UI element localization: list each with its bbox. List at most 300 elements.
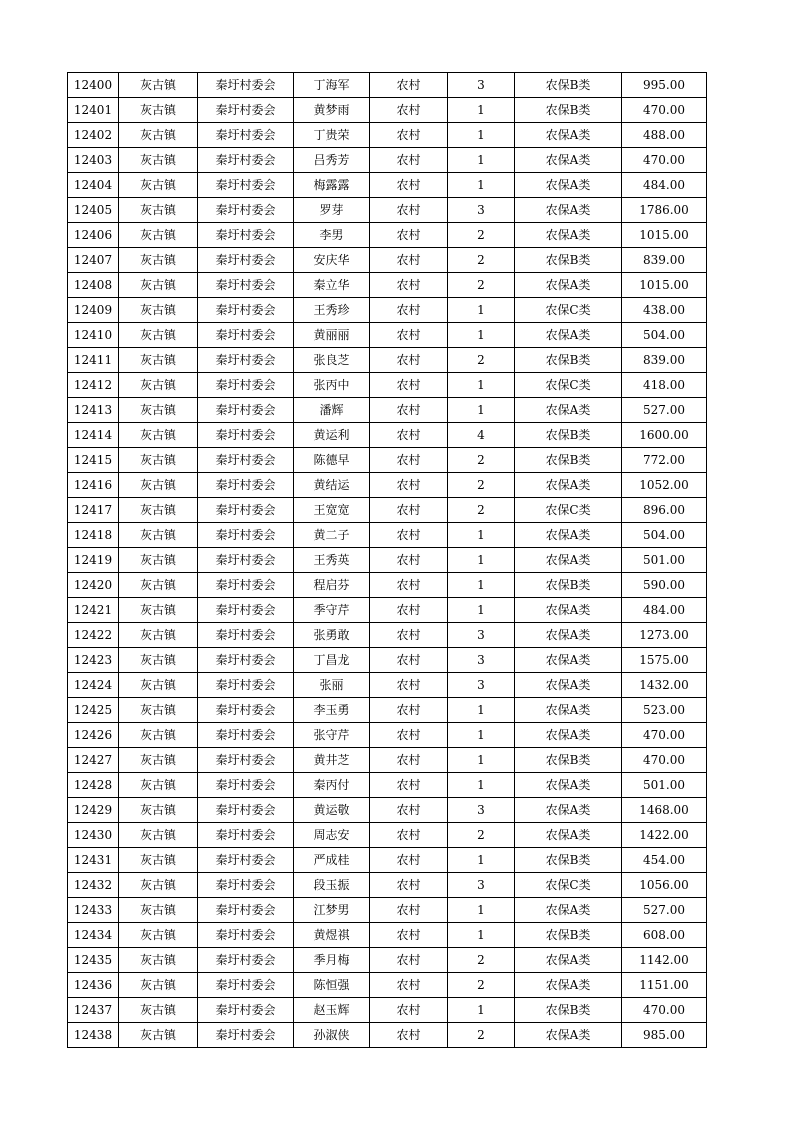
cell-serial: 12415	[68, 448, 119, 473]
cell-serial: 12402	[68, 123, 119, 148]
cell-village: 秦圩村委会	[198, 548, 294, 573]
cell-area: 农村	[370, 673, 448, 698]
cell-amount: 1468.00	[622, 798, 707, 823]
cell-town: 灰古镇	[119, 898, 198, 923]
cell-amount: 985.00	[622, 1023, 707, 1048]
cell-serial: 12421	[68, 598, 119, 623]
table-row	[68, 948, 707, 973]
cell-town: 灰古镇	[119, 723, 198, 748]
cell-name: 张勇敢	[294, 623, 370, 648]
cell-category: 农保B类	[515, 98, 622, 123]
cell-count: 1	[448, 548, 515, 573]
table-row	[68, 648, 707, 673]
cell-amount: 501.00	[622, 548, 707, 573]
cell-amount: 527.00	[622, 898, 707, 923]
cell-serial: 12438	[68, 1023, 119, 1048]
table-row	[68, 598, 707, 623]
table-row	[68, 298, 707, 323]
cell-village: 秦圩村委会	[198, 73, 294, 98]
cell-name: 丁贵荣	[294, 123, 370, 148]
cell-amount: 523.00	[622, 698, 707, 723]
cell-village: 秦圩村委会	[198, 398, 294, 423]
cell-area: 农村	[370, 548, 448, 573]
cell-count: 3	[448, 198, 515, 223]
cell-count: 1	[448, 573, 515, 598]
cell-town: 灰古镇	[119, 273, 198, 298]
table-row	[68, 623, 707, 648]
table-row	[68, 798, 707, 823]
cell-count: 1	[448, 148, 515, 173]
cell-count: 3	[448, 73, 515, 98]
cell-name: 江梦男	[294, 898, 370, 923]
cell-amount: 484.00	[622, 173, 707, 198]
cell-serial: 12436	[68, 973, 119, 998]
cell-amount: 1015.00	[622, 223, 707, 248]
table-row	[68, 998, 707, 1023]
cell-count: 1	[448, 773, 515, 798]
table-row	[68, 973, 707, 998]
cell-serial: 12434	[68, 923, 119, 948]
cell-count: 1	[448, 373, 515, 398]
cell-town: 灰古镇	[119, 673, 198, 698]
cell-village: 秦圩村委会	[198, 773, 294, 798]
cell-area: 农村	[370, 873, 448, 898]
table-row	[68, 123, 707, 148]
cell-amount: 527.00	[622, 398, 707, 423]
cell-name: 秦丙付	[294, 773, 370, 798]
cell-count: 1	[448, 848, 515, 873]
cell-serial: 12425	[68, 698, 119, 723]
table-row	[68, 748, 707, 773]
cell-town: 灰古镇	[119, 523, 198, 548]
cell-category: 农保A类	[515, 773, 622, 798]
cell-village: 秦圩村委会	[198, 123, 294, 148]
cell-category: 农保B类	[515, 73, 622, 98]
cell-village: 秦圩村委会	[198, 173, 294, 198]
cell-category: 农保B类	[515, 448, 622, 473]
cell-area: 农村	[370, 973, 448, 998]
cell-area: 农村	[370, 823, 448, 848]
cell-category: 农保A类	[515, 323, 622, 348]
cell-town: 灰古镇	[119, 348, 198, 373]
cell-category: 农保B类	[515, 248, 622, 273]
cell-area: 农村	[370, 573, 448, 598]
cell-amount: 438.00	[622, 298, 707, 323]
cell-name: 黄丽丽	[294, 323, 370, 348]
cell-name: 赵玉辉	[294, 998, 370, 1023]
cell-count: 3	[448, 873, 515, 898]
cell-serial: 12401	[68, 98, 119, 123]
cell-village: 秦圩村委会	[198, 198, 294, 223]
table-row	[68, 423, 707, 448]
table-row	[68, 273, 707, 298]
table-row	[68, 98, 707, 123]
cell-town: 灰古镇	[119, 498, 198, 523]
cell-category: 农保A类	[515, 223, 622, 248]
cell-area: 农村	[370, 448, 448, 473]
cell-count: 1	[448, 748, 515, 773]
cell-category: 农保A类	[515, 698, 622, 723]
cell-count: 2	[448, 273, 515, 298]
cell-town: 灰古镇	[119, 398, 198, 423]
cell-count: 2	[448, 948, 515, 973]
cell-category: 农保A类	[515, 398, 622, 423]
cell-village: 秦圩村委会	[198, 848, 294, 873]
cell-category: 农保C类	[515, 373, 622, 398]
cell-village: 秦圩村委会	[198, 498, 294, 523]
cell-count: 1	[448, 598, 515, 623]
cell-category: 农保A类	[515, 548, 622, 573]
cell-village: 秦圩村委会	[198, 448, 294, 473]
cell-count: 2	[448, 348, 515, 373]
cell-town: 灰古镇	[119, 73, 198, 98]
cell-name: 黄煜祺	[294, 923, 370, 948]
cell-area: 农村	[370, 898, 448, 923]
cell-count: 2	[448, 498, 515, 523]
cell-name: 丁海军	[294, 73, 370, 98]
cell-amount: 839.00	[622, 348, 707, 373]
cell-village: 秦圩村委会	[198, 98, 294, 123]
cell-category: 农保A类	[515, 198, 622, 223]
cell-serial: 12400	[68, 73, 119, 98]
cell-area: 农村	[370, 698, 448, 723]
cell-amount: 1273.00	[622, 623, 707, 648]
table-row	[68, 248, 707, 273]
cell-village: 秦圩村委会	[198, 748, 294, 773]
cell-serial: 12427	[68, 748, 119, 773]
cell-town: 灰古镇	[119, 698, 198, 723]
table-row	[68, 198, 707, 223]
cell-category: 农保A类	[515, 823, 622, 848]
cell-name: 黄梦雨	[294, 98, 370, 123]
cell-area: 农村	[370, 298, 448, 323]
cell-amount: 1575.00	[622, 648, 707, 673]
cell-amount: 470.00	[622, 748, 707, 773]
cell-count: 2	[448, 1023, 515, 1048]
cell-category: 农保A类	[515, 123, 622, 148]
table-row	[68, 73, 707, 98]
cell-name: 丁昌龙	[294, 648, 370, 673]
cell-serial: 12429	[68, 798, 119, 823]
cell-category: 农保A类	[515, 723, 622, 748]
table-row	[68, 548, 707, 573]
cell-count: 3	[448, 798, 515, 823]
cell-category: 农保A类	[515, 648, 622, 673]
cell-area: 农村	[370, 323, 448, 348]
cell-town: 灰古镇	[119, 773, 198, 798]
cell-village: 秦圩村委会	[198, 598, 294, 623]
cell-name: 黄井芝	[294, 748, 370, 773]
cell-village: 秦圩村委会	[198, 798, 294, 823]
cell-count: 3	[448, 623, 515, 648]
cell-count: 1	[448, 323, 515, 348]
cell-amount: 470.00	[622, 98, 707, 123]
cell-serial: 12418	[68, 523, 119, 548]
table-row	[68, 523, 707, 548]
cell-town: 灰古镇	[119, 198, 198, 223]
cell-category: 农保B类	[515, 923, 622, 948]
cell-serial: 12410	[68, 323, 119, 348]
cell-category: 农保B类	[515, 348, 622, 373]
cell-name: 黄结运	[294, 473, 370, 498]
cell-category: 农保C类	[515, 498, 622, 523]
cell-name: 黄运利	[294, 423, 370, 448]
cell-town: 灰古镇	[119, 848, 198, 873]
cell-name: 张良芝	[294, 348, 370, 373]
cell-area: 农村	[370, 998, 448, 1023]
cell-area: 农村	[370, 123, 448, 148]
cell-category: 农保A类	[515, 623, 622, 648]
cell-category: 农保C类	[515, 873, 622, 898]
cell-town: 灰古镇	[119, 648, 198, 673]
cell-name: 段玉振	[294, 873, 370, 898]
cell-name: 吕秀芳	[294, 148, 370, 173]
cell-area: 农村	[370, 948, 448, 973]
cell-town: 灰古镇	[119, 548, 198, 573]
cell-town: 灰古镇	[119, 923, 198, 948]
cell-amount: 1422.00	[622, 823, 707, 848]
table-row	[68, 173, 707, 198]
cell-serial: 12416	[68, 473, 119, 498]
cell-serial: 12419	[68, 548, 119, 573]
cell-name: 陈德早	[294, 448, 370, 473]
cell-area: 农村	[370, 248, 448, 273]
table-row	[68, 773, 707, 798]
cell-serial: 12406	[68, 223, 119, 248]
cell-serial: 12412	[68, 373, 119, 398]
cell-name: 孙淑侠	[294, 1023, 370, 1048]
table-row	[68, 673, 707, 698]
cell-category: 农保A类	[515, 473, 622, 498]
cell-village: 秦圩村委会	[198, 1023, 294, 1048]
cell-amount: 418.00	[622, 373, 707, 398]
cell-area: 农村	[370, 423, 448, 448]
cell-count: 1	[448, 923, 515, 948]
cell-amount: 501.00	[622, 773, 707, 798]
cell-serial: 12432	[68, 873, 119, 898]
cell-category: 农保B类	[515, 423, 622, 448]
cell-name: 李玉勇	[294, 698, 370, 723]
cell-town: 灰古镇	[119, 748, 198, 773]
cell-town: 灰古镇	[119, 248, 198, 273]
cell-name: 张丽	[294, 673, 370, 698]
cell-town: 灰古镇	[119, 223, 198, 248]
cell-serial: 12409	[68, 298, 119, 323]
table-row	[68, 823, 707, 848]
cell-village: 秦圩村委会	[198, 873, 294, 898]
cell-category: 农保A类	[515, 1023, 622, 1048]
table-row	[68, 1023, 707, 1048]
cell-area: 农村	[370, 748, 448, 773]
cell-village: 秦圩村委会	[198, 348, 294, 373]
cell-serial: 12435	[68, 948, 119, 973]
cell-serial: 12433	[68, 898, 119, 923]
cell-amount: 772.00	[622, 448, 707, 473]
cell-town: 灰古镇	[119, 323, 198, 348]
cell-village: 秦圩村委会	[198, 823, 294, 848]
cell-name: 秦立华	[294, 273, 370, 298]
cell-amount: 504.00	[622, 323, 707, 348]
cell-serial: 12420	[68, 573, 119, 598]
cell-amount: 470.00	[622, 998, 707, 1023]
cell-serial: 12411	[68, 348, 119, 373]
cell-town: 灰古镇	[119, 823, 198, 848]
table-row	[68, 448, 707, 473]
cell-name: 黄二子	[294, 523, 370, 548]
cell-village: 秦圩村委会	[198, 148, 294, 173]
table-row	[68, 348, 707, 373]
cell-town: 灰古镇	[119, 998, 198, 1023]
cell-serial: 12431	[68, 848, 119, 873]
cell-serial: 12413	[68, 398, 119, 423]
cell-count: 1	[448, 723, 515, 748]
cell-count: 1	[448, 898, 515, 923]
cell-count: 1	[448, 98, 515, 123]
table-row	[68, 323, 707, 348]
cell-amount: 470.00	[622, 148, 707, 173]
table-row	[68, 398, 707, 423]
cell-amount: 608.00	[622, 923, 707, 948]
roster-body	[68, 73, 707, 1048]
cell-serial: 12414	[68, 423, 119, 448]
cell-count: 1	[448, 298, 515, 323]
cell-count: 2	[448, 448, 515, 473]
cell-area: 农村	[370, 623, 448, 648]
cell-village: 秦圩村委会	[198, 323, 294, 348]
cell-area: 农村	[370, 373, 448, 398]
cell-category: 农保A类	[515, 798, 622, 823]
cell-village: 秦圩村委会	[198, 998, 294, 1023]
cell-area: 农村	[370, 598, 448, 623]
cell-village: 秦圩村委会	[198, 923, 294, 948]
cell-serial: 12404	[68, 173, 119, 198]
cell-amount: 1600.00	[622, 423, 707, 448]
cell-amount: 590.00	[622, 573, 707, 598]
cell-name: 黄运敬	[294, 798, 370, 823]
table-row	[68, 848, 707, 873]
cell-amount: 1052.00	[622, 473, 707, 498]
cell-area: 农村	[370, 348, 448, 373]
cell-village: 秦圩村委会	[198, 673, 294, 698]
table-row	[68, 698, 707, 723]
cell-town: 灰古镇	[119, 623, 198, 648]
cell-name: 程启芬	[294, 573, 370, 598]
cell-category: 农保A类	[515, 948, 622, 973]
cell-village: 秦圩村委会	[198, 248, 294, 273]
cell-count: 2	[448, 223, 515, 248]
cell-area: 农村	[370, 173, 448, 198]
cell-amount: 1151.00	[622, 973, 707, 998]
table-row	[68, 223, 707, 248]
cell-name: 张丙中	[294, 373, 370, 398]
cell-count: 1	[448, 523, 515, 548]
roster-table	[67, 72, 707, 1048]
table-row	[68, 573, 707, 598]
cell-area: 农村	[370, 98, 448, 123]
cell-town: 灰古镇	[119, 798, 198, 823]
cell-amount: 504.00	[622, 523, 707, 548]
cell-name: 周志安	[294, 823, 370, 848]
cell-town: 灰古镇	[119, 98, 198, 123]
cell-town: 灰古镇	[119, 148, 198, 173]
cell-area: 农村	[370, 273, 448, 298]
cell-count: 1	[448, 123, 515, 148]
cell-village: 秦圩村委会	[198, 223, 294, 248]
cell-town: 灰古镇	[119, 298, 198, 323]
cell-name: 王秀英	[294, 548, 370, 573]
cell-town: 灰古镇	[119, 373, 198, 398]
cell-name: 李男	[294, 223, 370, 248]
cell-category: 农保C类	[515, 298, 622, 323]
cell-serial: 12403	[68, 148, 119, 173]
table-row	[68, 498, 707, 523]
cell-name: 潘辉	[294, 398, 370, 423]
cell-area: 农村	[370, 148, 448, 173]
cell-town: 灰古镇	[119, 123, 198, 148]
cell-town: 灰古镇	[119, 423, 198, 448]
cell-category: 农保A类	[515, 673, 622, 698]
cell-category: 农保A类	[515, 148, 622, 173]
cell-serial: 12423	[68, 648, 119, 673]
cell-village: 秦圩村委会	[198, 473, 294, 498]
cell-name: 季月梅	[294, 948, 370, 973]
cell-town: 灰古镇	[119, 473, 198, 498]
cell-serial: 12422	[68, 623, 119, 648]
cell-town: 灰古镇	[119, 173, 198, 198]
cell-amount: 1142.00	[622, 948, 707, 973]
cell-count: 2	[448, 973, 515, 998]
table-row	[68, 473, 707, 498]
cell-category: 农保B类	[515, 998, 622, 1023]
cell-town: 灰古镇	[119, 598, 198, 623]
cell-name: 陈恒强	[294, 973, 370, 998]
cell-count: 1	[448, 698, 515, 723]
cell-category: 农保A类	[515, 973, 622, 998]
cell-serial: 12426	[68, 723, 119, 748]
cell-village: 秦圩村委会	[198, 948, 294, 973]
cell-name: 王秀珍	[294, 298, 370, 323]
cell-amount: 1432.00	[622, 673, 707, 698]
cell-serial: 12437	[68, 998, 119, 1023]
cell-serial: 12417	[68, 498, 119, 523]
cell-village: 秦圩村委会	[198, 373, 294, 398]
cell-village: 秦圩村委会	[198, 723, 294, 748]
cell-amount: 454.00	[622, 848, 707, 873]
cell-name: 季守芹	[294, 598, 370, 623]
cell-amount: 1015.00	[622, 273, 707, 298]
cell-count: 1	[448, 173, 515, 198]
cell-area: 农村	[370, 223, 448, 248]
cell-village: 秦圩村委会	[198, 273, 294, 298]
cell-area: 农村	[370, 198, 448, 223]
cell-count: 3	[448, 648, 515, 673]
cell-area: 农村	[370, 723, 448, 748]
cell-serial: 12408	[68, 273, 119, 298]
cell-area: 农村	[370, 848, 448, 873]
cell-category: 农保A类	[515, 598, 622, 623]
cell-name: 王宽宽	[294, 498, 370, 523]
cell-village: 秦圩村委会	[198, 973, 294, 998]
cell-category: 农保A类	[515, 273, 622, 298]
cell-serial: 12405	[68, 198, 119, 223]
cell-category: 农保B类	[515, 573, 622, 598]
cell-name: 安庆华	[294, 248, 370, 273]
cell-area: 农村	[370, 648, 448, 673]
cell-amount: 1056.00	[622, 873, 707, 898]
cell-count: 2	[448, 473, 515, 498]
cell-amount: 470.00	[622, 723, 707, 748]
table-row	[68, 373, 707, 398]
